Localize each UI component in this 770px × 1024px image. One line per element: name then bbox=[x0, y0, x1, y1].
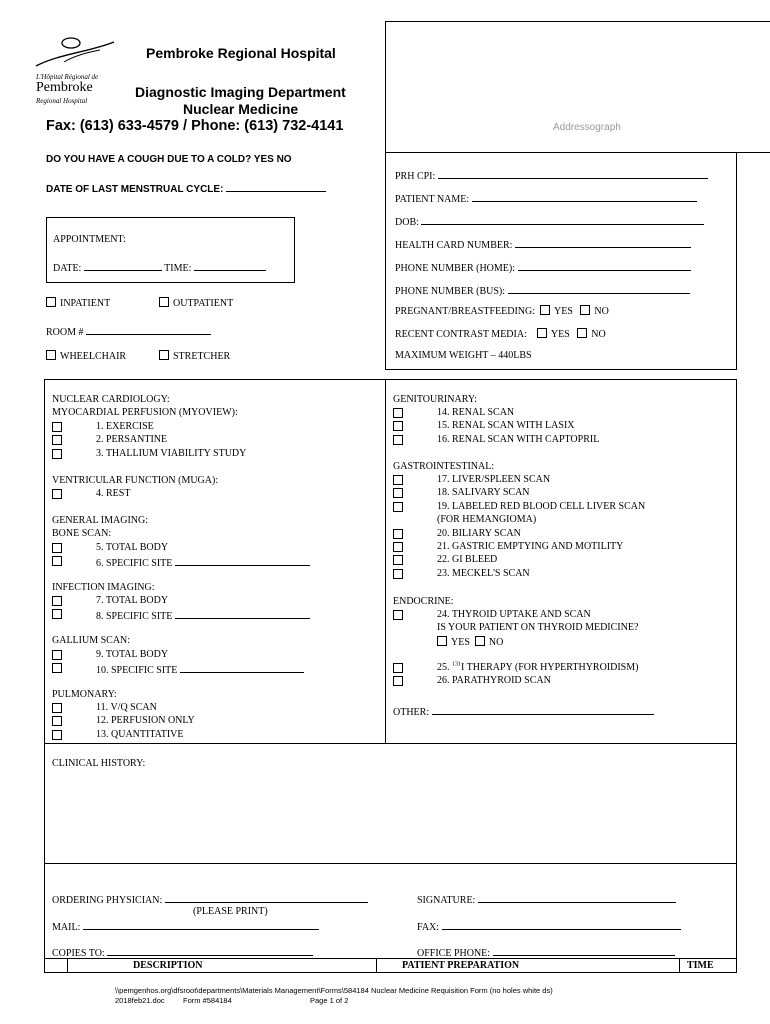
exam-checkbox[interactable] bbox=[52, 422, 62, 432]
exam-label: 13. QUANTITATIVE bbox=[96, 728, 184, 740]
menstrual-label: DATE OF LAST MENSTRUAL CYCLE: bbox=[46, 184, 224, 195]
room-label: ROOM # bbox=[46, 327, 84, 338]
infection-heading: INFECTION IMAGING: bbox=[52, 582, 155, 593]
inpatient-label: INPATIENT bbox=[60, 298, 111, 309]
dob-row bbox=[395, 214, 704, 229]
specific-site-field[interactable] bbox=[175, 555, 310, 566]
exam-checkbox[interactable] bbox=[393, 569, 403, 579]
pregnant-label: PREGNANT/BREASTFEEDING: bbox=[395, 306, 536, 317]
thyroid-yes-checkbox[interactable] bbox=[437, 636, 447, 646]
exam-label: 16. RENAL SCAN WITH CAPTOPRIL bbox=[437, 433, 600, 445]
exam-checkbox[interactable] bbox=[393, 435, 403, 445]
myoview-heading: MYOCARDIAL PERFUSION (MYOVIEW): bbox=[52, 407, 238, 418]
specific-site-field[interactable] bbox=[175, 608, 310, 619]
exam-label: 12. PERFUSION ONLY bbox=[96, 715, 195, 727]
menstrual-field[interactable] bbox=[226, 181, 326, 192]
contrast-yes-label: YES bbox=[550, 329, 570, 340]
exam-checkbox[interactable] bbox=[52, 449, 62, 459]
pregnant-no-label: NO bbox=[594, 306, 609, 317]
exam-label: 24. THYROID UPTAKE AND SCAN bbox=[437, 609, 591, 620]
exam-label: 26. PARATHYROID SCAN bbox=[437, 675, 551, 687]
table-col-2 bbox=[376, 958, 377, 973]
exam-label: 23. MECKEL'S SCAN bbox=[437, 567, 530, 579]
exam-checkbox[interactable] bbox=[52, 543, 62, 553]
exam-label: 17. LIVER/SPLEEN SCAN bbox=[437, 474, 551, 485]
thyroid-no-label: NO bbox=[488, 636, 504, 648]
fax-label: FAX: bbox=[417, 922, 440, 933]
office-phone-field[interactable] bbox=[493, 945, 675, 956]
contrast-label: RECENT CONTRAST MEDIA: bbox=[395, 329, 527, 340]
exam-checkbox[interactable] bbox=[393, 663, 403, 673]
exam-label: 5. TOTAL BODY bbox=[96, 542, 169, 553]
thyroid-question: IS YOUR PATIENT ON THYROID MEDICINE? bbox=[437, 622, 639, 634]
patient-name-label: PATIENT NAME: bbox=[395, 194, 470, 205]
appointment-title: APPOINTMENT: bbox=[53, 234, 126, 245]
addressograph-label: Addressograph bbox=[553, 122, 621, 133]
exam-label: 6. SPECIFIC SITE bbox=[96, 558, 173, 570]
contrast-yes-checkbox[interactable] bbox=[537, 328, 547, 338]
dob-label: DOB: bbox=[395, 217, 419, 228]
wheelchair-label: WHEELCHAIR bbox=[60, 351, 127, 362]
exam-label: 1. EXERCISE bbox=[96, 421, 154, 432]
dob-field[interactable] bbox=[421, 214, 704, 225]
preparation-header: PATIENT PREPARATION bbox=[402, 960, 520, 971]
outpatient-label: OUTPATIENT bbox=[173, 298, 234, 309]
contrast-row bbox=[395, 328, 606, 341]
phone-bus-label: PHONE NUMBER (BUS): bbox=[395, 286, 506, 297]
contrast-no-checkbox[interactable] bbox=[577, 328, 587, 338]
physician-row bbox=[52, 892, 368, 907]
exam-label: 14. RENAL SCAN bbox=[437, 407, 515, 418]
inpatient-checkbox[interactable] bbox=[46, 297, 56, 307]
phone-home-field[interactable] bbox=[518, 260, 691, 271]
stretcher-checkbox[interactable] bbox=[159, 350, 169, 360]
office-phone-label: OFFICE PHONE: bbox=[417, 948, 491, 959]
time-field[interactable] bbox=[194, 260, 266, 271]
signature-row bbox=[417, 892, 676, 907]
clinical-history-label: CLINICAL HISTORY: bbox=[52, 758, 146, 769]
doc-date: 2018feb21.doc bbox=[115, 996, 165, 1005]
exam-checkbox[interactable] bbox=[393, 408, 403, 418]
exam-label: 3. THALLIUM VIABILITY STUDY bbox=[96, 447, 247, 459]
exam-checkbox[interactable] bbox=[52, 489, 62, 499]
hemangioma-note: (FOR HEMANGIOMA) bbox=[437, 514, 537, 526]
health-card-row bbox=[395, 237, 691, 252]
exam-history-divider bbox=[44, 743, 737, 744]
mail-row bbox=[52, 919, 319, 934]
gastro-heading: GASTROINTESTINAL: bbox=[393, 461, 495, 472]
exam-checkbox[interactable] bbox=[393, 475, 403, 485]
appointment-box bbox=[46, 217, 295, 283]
fax-field[interactable] bbox=[442, 919, 681, 930]
table-col-1 bbox=[67, 958, 68, 973]
exam-checkbox[interactable] bbox=[52, 435, 62, 445]
contrast-no-label: NO bbox=[591, 329, 606, 340]
max-weight: MAXIMUM WEIGHT – 440LBS bbox=[395, 350, 532, 361]
exam-checkbox[interactable] bbox=[393, 542, 403, 552]
exam-checkbox[interactable] bbox=[52, 703, 62, 713]
wheelchair-option[interactable] bbox=[46, 350, 126, 363]
logo-swoosh-icon bbox=[34, 34, 134, 74]
stretcher-option[interactable] bbox=[159, 350, 230, 363]
prh-cpi-field[interactable] bbox=[438, 168, 708, 179]
exam-label: 10. SPECIFIC SITE bbox=[96, 665, 178, 677]
patient-name-row bbox=[395, 191, 697, 206]
phone-home-row bbox=[395, 260, 691, 275]
phone-bus-field[interactable] bbox=[508, 283, 690, 294]
thyroid-yes-label: YES bbox=[451, 636, 470, 648]
prh-cpi-row bbox=[395, 168, 708, 183]
signature-field[interactable] bbox=[478, 892, 676, 903]
physician-label: ORDERING PHYSICIAN: bbox=[52, 895, 163, 906]
exam-label: 19. LABELED RED BLOOD CELL LIVER SCAN bbox=[437, 500, 646, 512]
pregnant-row bbox=[395, 305, 609, 318]
exam-checkbox[interactable] bbox=[393, 529, 403, 539]
exam-column-divider bbox=[385, 379, 386, 743]
fax-row bbox=[417, 919, 681, 934]
exam-label bbox=[437, 662, 638, 674]
therapy-number: 25. bbox=[437, 662, 452, 673]
addressograph-box bbox=[385, 21, 770, 153]
department-name: Diagnostic Imaging Department bbox=[135, 84, 346, 100]
other-field[interactable] bbox=[432, 704, 654, 715]
other-row bbox=[393, 704, 654, 719]
table-col-3 bbox=[679, 958, 680, 973]
copies-label: COPIES TO: bbox=[52, 948, 105, 959]
exam-label: 11. V/Q SCAN bbox=[96, 702, 157, 713]
copies-field[interactable] bbox=[107, 945, 313, 956]
mail-field[interactable] bbox=[83, 919, 319, 930]
wheelchair-checkbox[interactable] bbox=[46, 350, 56, 360]
exam-checkbox[interactable] bbox=[393, 676, 403, 686]
room-field[interactable] bbox=[86, 324, 211, 335]
time-label: TIME: bbox=[164, 263, 192, 274]
exam-checkbox[interactable] bbox=[393, 421, 403, 431]
exam-label: 15. RENAL SCAN WITH LASIX bbox=[437, 420, 575, 432]
office-phone-row bbox=[417, 945, 675, 960]
exam-checkbox[interactable] bbox=[52, 596, 62, 606]
section-name: Nuclear Medicine bbox=[183, 101, 299, 117]
appointment-date-row bbox=[53, 260, 266, 275]
exam-label: 18. SALIVARY SCAN bbox=[437, 487, 530, 499]
exam-label: 20. BILIARY SCAN bbox=[437, 527, 521, 539]
room-row bbox=[46, 324, 211, 339]
patient-name-field[interactable] bbox=[472, 191, 697, 202]
mail-label: MAIL: bbox=[52, 922, 81, 933]
pregnant-yes-checkbox[interactable] bbox=[540, 305, 550, 315]
phone-bus-row bbox=[395, 283, 690, 298]
hospital-name: Pembroke Regional Hospital bbox=[146, 45, 336, 61]
fax-phone: Fax: (613) 633-4579 / Phone: (613) 732-4141 bbox=[46, 118, 344, 134]
exam-label: 7. TOTAL BODY bbox=[96, 595, 169, 606]
exam-checkbox[interactable] bbox=[52, 730, 62, 740]
exam-checkbox[interactable] bbox=[52, 609, 62, 619]
specific-site-field[interactable] bbox=[180, 662, 304, 673]
health-card-label: HEALTH CARD NUMBER: bbox=[395, 240, 513, 251]
exam-label: 8. SPECIFIC SITE bbox=[96, 611, 173, 623]
pregnant-yes-label: YES bbox=[554, 306, 573, 317]
other-label: OTHER: bbox=[393, 707, 430, 718]
exam-checkbox[interactable] bbox=[393, 488, 403, 498]
form-number: Form #584184 bbox=[183, 996, 232, 1005]
nuclear-cardiology-heading: NUCLEAR CARDIOLOGY: bbox=[52, 394, 170, 405]
outpatient-checkbox[interactable] bbox=[159, 297, 169, 307]
date-label: DATE: bbox=[53, 263, 82, 274]
outpatient-option[interactable] bbox=[159, 297, 233, 310]
endocrine-heading: ENDOCRINE: bbox=[393, 596, 454, 607]
history-footer-divider bbox=[44, 863, 737, 864]
file-path: \\pemgenhos.org\dfsroot\departments\Materials Management\Forms\584184 Nuclear Medicine Requisition Form (no holes white ds) bbox=[115, 986, 553, 995]
exam-label: 9. TOTAL BODY bbox=[96, 649, 169, 660]
gallium-heading: GALLIUM SCAN: bbox=[52, 635, 131, 646]
exam-checkbox[interactable] bbox=[393, 610, 403, 620]
health-card-field[interactable] bbox=[515, 237, 691, 248]
logo-line-1: L'Hôpital Régional de bbox=[36, 73, 99, 81]
logo-line-2: Pembroke bbox=[36, 80, 93, 95]
exam-checkbox[interactable] bbox=[52, 663, 62, 673]
exam-label: 4. REST bbox=[96, 488, 131, 499]
pulmonary-heading: PULMONARY: bbox=[52, 689, 117, 700]
clinical-history-area[interactable] bbox=[50, 775, 730, 859]
genitourinary-heading: GENITOURINARY: bbox=[393, 394, 477, 405]
exam-label: 2. PERSANTINE bbox=[96, 434, 168, 446]
isotope-superscript: 131 bbox=[452, 661, 461, 668]
copies-row bbox=[52, 945, 313, 960]
inpatient-option[interactable] bbox=[46, 297, 110, 310]
physician-field[interactable] bbox=[165, 892, 368, 903]
exam-checkbox[interactable] bbox=[393, 555, 403, 565]
exam-checkbox[interactable] bbox=[52, 716, 62, 726]
pregnant-no-checkbox[interactable] bbox=[580, 305, 590, 315]
cough-question: DO YOU HAVE A COUGH DUE TO A COLD? YES NO bbox=[46, 154, 292, 165]
please-print-note: (PLEASE PRINT) bbox=[193, 906, 268, 917]
prh-cpi-label: PRH CPI: bbox=[395, 171, 436, 182]
time-header: TIME bbox=[687, 960, 714, 971]
exam-label: 22. GI BLEED bbox=[437, 554, 498, 566]
exam-checkbox[interactable] bbox=[393, 502, 403, 512]
stretcher-label: STRETCHER bbox=[173, 351, 231, 362]
logo-line-3: Regional Hospital bbox=[36, 97, 88, 105]
menstrual-question bbox=[46, 181, 326, 195]
page-number: Page 1 of 2 bbox=[310, 996, 349, 1005]
hospital-logo bbox=[34, 34, 134, 114]
description-header: DESCRIPTION bbox=[133, 960, 203, 971]
muga-heading: VENTRICULAR FUNCTION (MUGA): bbox=[52, 475, 219, 486]
exam-checkbox[interactable] bbox=[52, 556, 62, 566]
thyroid-no-checkbox[interactable] bbox=[475, 636, 485, 646]
bone-scan-heading: BONE SCAN: bbox=[52, 528, 112, 539]
date-field[interactable] bbox=[84, 260, 162, 271]
signature-label: SIGNATURE: bbox=[417, 895, 476, 906]
exam-label: 21. GASTRIC EMPTYING AND MOTILITY bbox=[437, 540, 624, 552]
phone-home-label: PHONE NUMBER (HOME): bbox=[395, 263, 515, 274]
therapy-text: I THERAPY (FOR HYPERTHYROIDISM) bbox=[461, 662, 639, 673]
patient-info-box bbox=[385, 152, 737, 370]
exam-checkbox[interactable] bbox=[52, 650, 62, 660]
general-imaging-heading: GENERAL IMAGING: bbox=[52, 515, 149, 526]
